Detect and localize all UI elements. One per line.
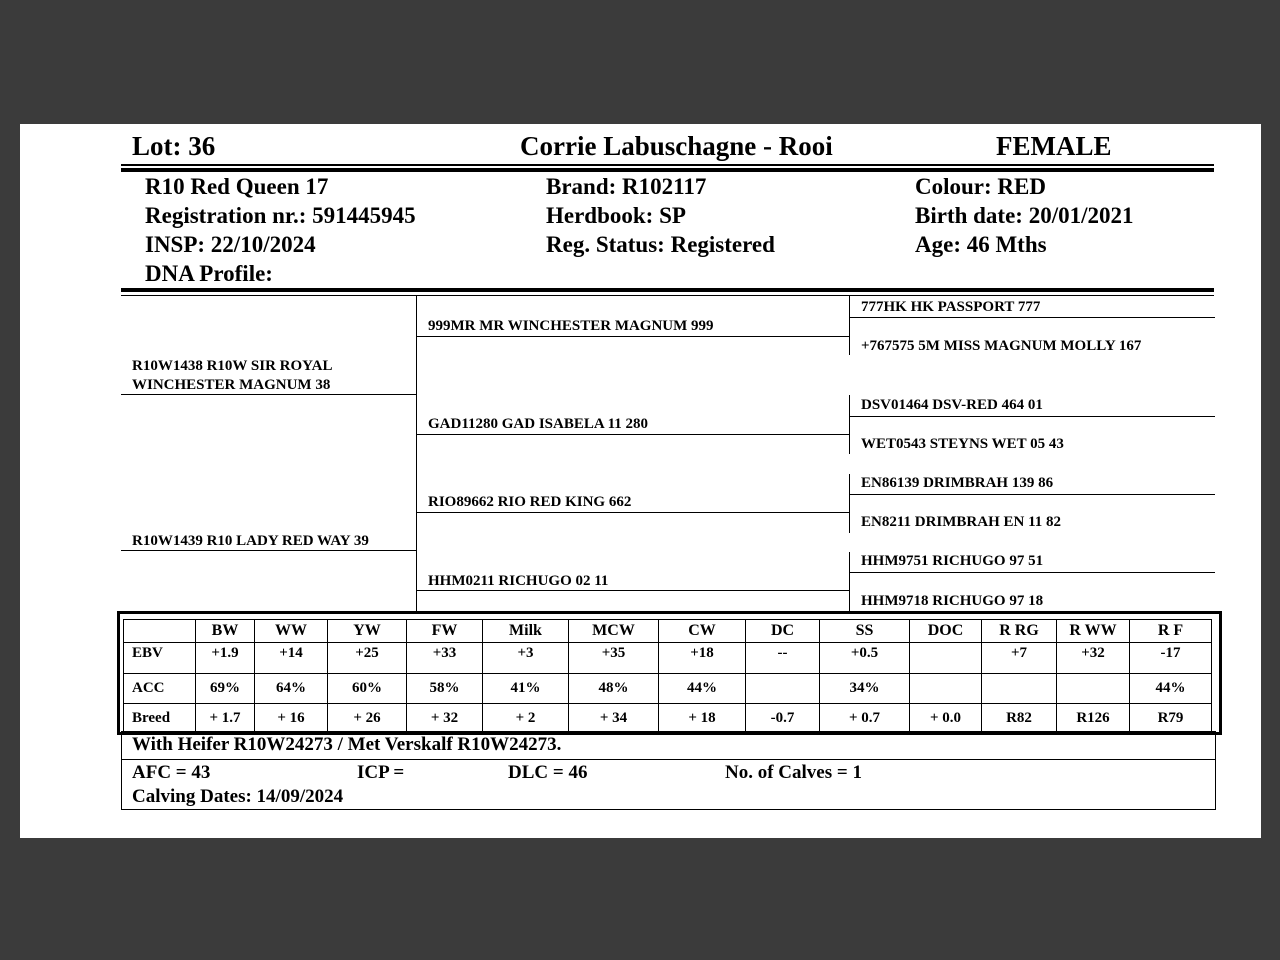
col-header: BW — [196, 620, 255, 643]
ebv-table — [123, 619, 1212, 733]
ebv-row — [124, 643, 1212, 674]
col-header: DOC — [910, 620, 982, 643]
col-header: R WW — [1057, 620, 1130, 643]
birth-date: Birth date: 20/01/2021 — [915, 203, 1134, 228]
dlc: DLC = 46 — [508, 762, 588, 783]
colour: Colour: RED — [915, 174, 1046, 199]
dss: EN86139 DRIMBRAH 139 86 — [861, 475, 1054, 491]
sds: DSV01464 DSV-RED 464 01 — [861, 397, 1043, 413]
table-cell: + 1.7 — [196, 704, 255, 733]
header-rule-thick — [121, 168, 1214, 172]
table-cell: +33 — [407, 643, 483, 674]
header-rule — [121, 164, 1214, 166]
table-cell — [982, 674, 1057, 704]
breeder-name: Corrie Labuschagne - Rooi — [520, 131, 833, 161]
dna-profile: DNA Profile: — [145, 261, 273, 286]
col-header: SS — [820, 620, 910, 643]
sdd: WET0543 STEYNS WET 05 43 — [861, 436, 1064, 452]
table-cell: 41% — [483, 674, 569, 704]
sire-line-1: R10W1438 R10W SIR ROYAL — [132, 358, 333, 374]
table-cell — [910, 643, 982, 674]
col-header: R F — [1130, 620, 1212, 643]
ssd: +767575 5M MISS MAGNUM MOLLY 167 — [861, 338, 1142, 354]
table-cell: R126 — [1057, 704, 1130, 733]
table-cell: R79 — [1130, 704, 1212, 733]
sire-sire: 999MR MR WINCHESTER MAGNUM 999 — [428, 318, 714, 334]
col-header: R RG — [982, 620, 1057, 643]
col-header: CW — [659, 620, 746, 643]
registration-number: Registration nr.: 591445945 — [145, 203, 416, 228]
table-cell: 48% — [569, 674, 659, 704]
table-cell: + 34 — [569, 704, 659, 733]
table-cell: + 32 — [407, 704, 483, 733]
table-cell: R82 — [982, 704, 1057, 733]
age: Age: 46 Mths — [915, 232, 1047, 257]
heifer-note: With Heifer R10W24273 / Met Verskalf R10W24273. — [132, 734, 562, 755]
info-rule-thick — [121, 288, 1214, 292]
ddd: HHM9718 RICHUGO 97 18 — [861, 593, 1044, 609]
table-cell: + 0.7 — [820, 704, 910, 733]
table-cell: + 2 — [483, 704, 569, 733]
dam-dam: HHM0211 RICHUGO 02 11 — [428, 573, 609, 589]
table-cell — [910, 674, 982, 704]
table-cell: 64% — [255, 674, 328, 704]
sire-line-2: WINCHESTER MAGNUM 38 — [132, 377, 331, 393]
table-cell: +25 — [328, 643, 407, 674]
number-of-calves: No. of Calves = 1 — [725, 762, 862, 783]
col-header: MCW — [569, 620, 659, 643]
ebv-header-row — [124, 620, 1212, 643]
calving-dates: Calving Dates: 14/09/2024 — [132, 786, 344, 807]
table-cell: 34% — [820, 674, 910, 704]
col-header: WW — [255, 620, 328, 643]
table-cell: +32 — [1057, 643, 1130, 674]
sss: 777HK HK PASSPORT 777 — [861, 299, 1041, 315]
table-cell: +0.5 — [820, 643, 910, 674]
acc-row — [124, 674, 1212, 704]
breed-row — [124, 704, 1212, 733]
table-cell: +1.9 — [196, 643, 255, 674]
table-cell: +14 — [255, 643, 328, 674]
table-cell: +7 — [982, 643, 1057, 674]
col-header — [124, 620, 196, 643]
afc: AFC = 43 — [132, 762, 211, 783]
table-cell: +3 — [483, 643, 569, 674]
sex-label: FEMALE — [996, 131, 1112, 161]
table-cell: 58% — [407, 674, 483, 704]
col-header: Milk — [483, 620, 569, 643]
row-label: Breed — [124, 704, 196, 733]
col-header: FW — [407, 620, 483, 643]
info-rule — [121, 295, 1214, 296]
table-cell: -17 — [1130, 643, 1212, 674]
row-label: EBV — [124, 643, 196, 674]
sire-dam: GAD11280 GAD ISABELA 11 280 — [428, 416, 649, 432]
dam-sire: RIO89662 RIO RED KING 662 — [428, 494, 632, 510]
dam: R10W1439 R10 LADY RED WAY 39 — [132, 533, 369, 549]
dsd: EN8211 DRIMBRAH EN 11 82 — [861, 514, 1062, 530]
table-cell — [746, 674, 820, 704]
inspection-date: INSP: 22/10/2024 — [145, 232, 316, 257]
lot-number: Lot: 36 — [132, 131, 216, 161]
table-cell: + 16 — [255, 704, 328, 733]
table-cell: -0.7 — [746, 704, 820, 733]
table-cell: + 18 — [659, 704, 746, 733]
table-cell: 60% — [328, 674, 407, 704]
animal-name: R10 Red Queen 17 — [145, 174, 329, 199]
table-cell — [1057, 674, 1130, 704]
registration-status: Reg. Status: Registered — [546, 232, 775, 257]
table-cell: -- — [746, 643, 820, 674]
table-cell: + 26 — [328, 704, 407, 733]
col-header: YW — [328, 620, 407, 643]
table-cell: 44% — [1130, 674, 1212, 704]
icp: ICP = — [357, 762, 405, 783]
table-cell: + 0.0 — [910, 704, 982, 733]
footer-divider — [121, 759, 1215, 760]
brand: Brand: R102117 — [546, 174, 707, 199]
herdbook: Herdbook: SP — [546, 203, 686, 228]
table-cell: +18 — [659, 643, 746, 674]
dds: HHM9751 RICHUGO 97 51 — [861, 553, 1044, 569]
row-label: ACC — [124, 674, 196, 704]
table-cell: 69% — [196, 674, 255, 704]
col-header: DC — [746, 620, 820, 643]
table-cell: 44% — [659, 674, 746, 704]
table-cell: +35 — [569, 643, 659, 674]
